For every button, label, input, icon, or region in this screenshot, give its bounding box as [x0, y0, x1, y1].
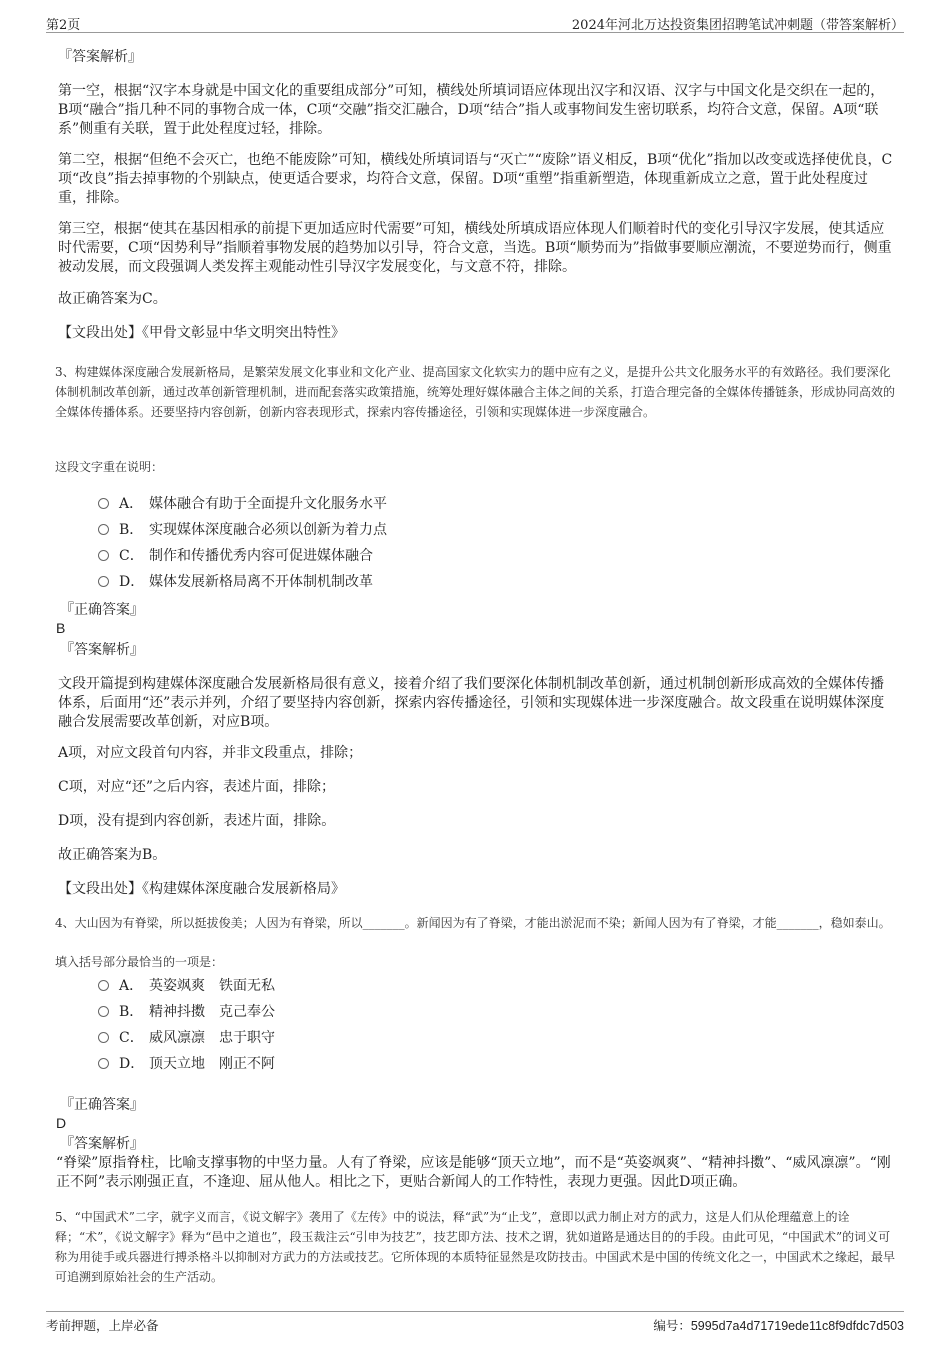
q3-option-d[interactable]: D． 媒体发展新格局离不开体制机制改革	[98, 573, 373, 591]
q3-analysis-d: D项，没有提到内容创新，表述片面，排除。	[58, 813, 336, 829]
page-header	[46, 12, 904, 33]
q4-answer-label: 『正确答案』	[60, 1097, 144, 1113]
radio-icon[interactable]	[98, 524, 109, 535]
radio-icon[interactable]	[98, 550, 109, 561]
q2-analysis-p1: 第一空，根据“汉字本身就是中国文化的重要组成部分”可知，横线处所填词语应体现出汉字和汉语、汉字与中国文化是交织在一起的，B项“融合”指几种不同的事物合成一体，C项“交融”指交汇融合，D项“结合”指人或事物间发生密切联系，均符合文意，保留。A项“联系”侧重有关联，置于此处程度过轻，排除。	[58, 83, 885, 137]
q4-stem: 4、大山因为有脊梁，所以挺拔俊美；人因为有脊梁，所以_______。新闻因为有了脊梁，才能出淤泥而不染；新闻人因为有了脊梁，才能_______，稳如泰山。	[55, 916, 891, 930]
q4-answer: D	[56, 1115, 67, 1131]
radio-icon[interactable]	[98, 1058, 109, 1069]
q3-option-c[interactable]: C． 制作和传播优秀内容可促进媒体融合	[98, 547, 373, 565]
q5-stem: 5、“中国武术”二字，就字义而言，《说文解字》袭用了《左传》中的说法，释“武”为“止戈”，意即以武力制止对方的武力，这是人们从伦理蕴意上的诠释；“术”，《说文解字》释为“邑中之道也”，段玉裁注云“引申为技艺”，技艺即方法、技术之谓，犹如道路是通达目的的手段。由此可见，“中国武术”的词义可称为用徒手或兵器进行搏杀格斗以抑制对方武力的方法或技艺。它所体现的本质特征显然是攻防技击。中国武术是中国的传统文化之一，中国武术之缘起，最早可追溯到原始社会的生产活动。	[55, 1210, 896, 1284]
radio-icon[interactable]	[98, 576, 109, 587]
q3-analysis-a: A项，对应文段首句内容，并非文段重点，排除；	[58, 745, 363, 761]
radio-icon[interactable]	[98, 1032, 109, 1043]
footer-slogan: 考前押题，上岸必备	[46, 1318, 159, 1333]
document-id: 编号：5995d7a4d71719ede11c8f9dfdc7d503	[653, 1319, 904, 1333]
q3-answer: B	[56, 620, 66, 636]
radio-icon[interactable]	[98, 498, 109, 509]
q3-stem: 3、构建媒体深度融合发展新格局，是繁荣发展文化事业和文化产业、提高国家文化软实力的题中应有之义，是提升公共文化服务水平的有效路径。我们要深化体制机制改革创新，通过改革创新管理机制，进而配套落实政策措施，统筹处理好媒体融合主体之间的关系，打造合理完备的全媒体传播链条，形成协同高效的全媒体传播体系。还要坚持内容创新，创新内容表现形式，探索内容传播途径，引领和实现媒体进一步深度融合。	[55, 365, 896, 419]
q3-conclusion: 故正确答案为B。	[58, 847, 167, 863]
q3-option-a[interactable]: A． 媒体融合有助于全面提升文化服务水平	[98, 495, 387, 513]
q4-analysis-label: 『答案解析』	[60, 1136, 144, 1152]
page-number: 第2页	[46, 18, 81, 33]
q2-conclusion: 故正确答案为C。	[58, 291, 167, 307]
q2-analysis-p2: 第二空，根据“但绝不会灭亡，也绝不能废除”可知，横线处所填词语与“灭亡”“废除”语义相反，B项“优化”指加以改变或选择使优良，C项“改良”指去掉事物的个别缺点，使更适合要求，均符合文意，保留。D项“重塑”指重新塑造，体现重新成立之意，置于此处程度过重，排除。	[58, 152, 893, 206]
q4-option-a[interactable]: A． 英姿飒爽 铁面无私	[98, 977, 275, 995]
q4-option-c[interactable]: C． 威风凛凛 忠于职守	[98, 1029, 275, 1047]
q4-analysis-p1: “脊梁”原指脊柱，比喻支撑事物的中坚力量。人有了脊梁，应该是能够“顶天立地”，而不是“英姿飒爽”、“精神抖擞”、“威风凛凛”。“刚正不阿”表示刚强正直，不逢迎、屈从他人。相比之下，更贴合新闻人的工作特性，表现力更强。因此D项正确。	[56, 1155, 891, 1190]
q3-analysis-c: C项，对应“还”之后内容，表述片面，排除；	[58, 779, 336, 795]
q3-question: 这段文字重在说明：	[55, 460, 164, 474]
q3-option-b[interactable]: B． 实现媒体深度融合必须以创新为着力点	[98, 521, 387, 539]
q2-analysis-p3: 第三空，根据“使其在基因相承的前提下更加适应时代需要”可知，横线处所填成语应体现人们顺着时代的变化引导汉字发展，使其适应时代需要，C项“因势利导”指顺着事物发展的趋势加以引导，符合文意，当选。B项“顺势而为”指做事要顺应潮流，不要逆势而行，侧重被动发展，而文段强调人类发挥主观能动性引导汉字发展变化，与文意不符，排除。	[58, 221, 892, 275]
q4-option-d[interactable]: D． 顶天立地 刚正不阿	[98, 1055, 275, 1073]
document-title: 2024年河北万达投资集团招聘笔试冲刺题（带答案解析）	[571, 18, 904, 33]
q3-source: 【文段出处】《构建媒体深度融合发展新格局》	[58, 881, 345, 897]
radio-icon[interactable]	[98, 980, 109, 991]
q3-answer-label: 『正确答案』	[60, 602, 144, 618]
q3-analysis-p1: 文段开篇提到构建媒体深度融合发展新格局很有意义，接着介绍了我们要深化体制机制改革创新，通过机制创新形成高效的全媒体传播体系，后面用“还”表示并列，介绍了要坚持内容创新，探索内容传播途径，引领和实现媒体进一步深度融合。故文段重在说明媒体深度融合发展需要改革创新，对应B项。	[58, 676, 885, 730]
q2-analysis-label: 『答案解析』	[58, 49, 142, 65]
q4-option-b[interactable]: B． 精神抖擞 克己奉公	[98, 1003, 275, 1021]
page-footer	[46, 1311, 904, 1334]
q2-source: 【文段出处】《甲骨文彰显中华文明突出特性》	[58, 325, 345, 341]
q4-question: 填入括号部分最恰当的一项是：	[55, 955, 224, 969]
radio-icon[interactable]	[98, 1006, 109, 1017]
q3-analysis-label: 『答案解析』	[60, 642, 144, 658]
